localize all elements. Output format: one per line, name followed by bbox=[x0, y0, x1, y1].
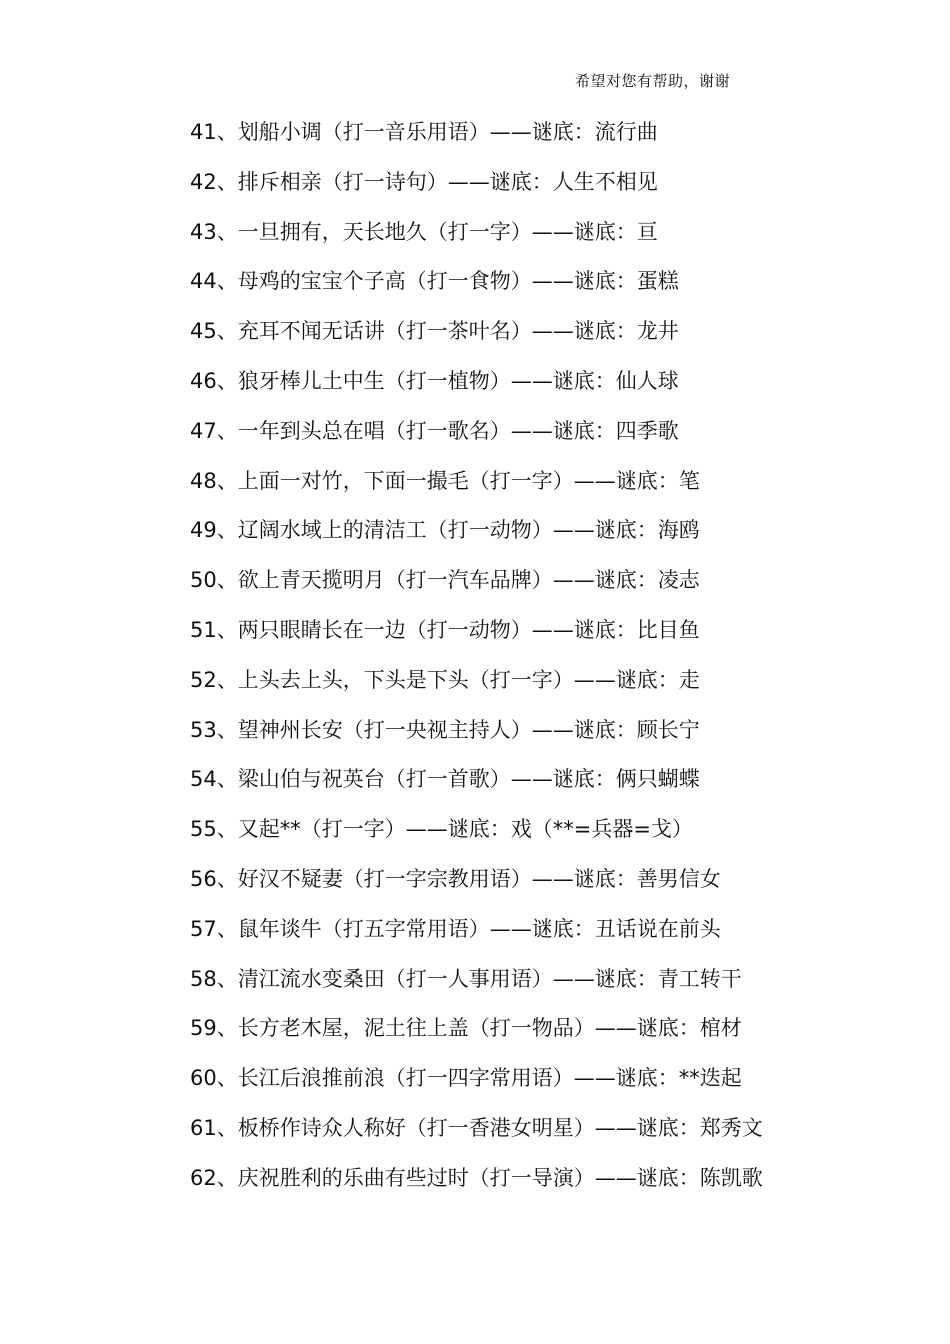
riddle-item: 55、又起**（打一字）——谜底：戏（**=兵器=戈） bbox=[190, 817, 693, 842]
riddle-item: 62、庆祝胜利的乐曲有些过时（打一导演）——谜底：陈凯歌 bbox=[190, 1165, 763, 1190]
riddle-item: 53、望神州长安（打一央视主持人）——谜底：顾长宁 bbox=[190, 717, 700, 742]
riddle-item: 60、长江后浪推前浪（打一四字常用语）——谜底：**迭起 bbox=[190, 1066, 742, 1091]
riddle-item: 56、好汉不疑妻（打一字宗教用语）——谜底：善男信女 bbox=[190, 866, 721, 891]
riddle-item: 47、一年到头总在唱（打一歌名）——谜底：四季歌 bbox=[190, 418, 679, 443]
riddle-item: 44、母鸡的宝宝个子高（打一食物）——谜底：蛋糕 bbox=[190, 269, 679, 294]
riddle-item: 46、狼牙棒儿土中生（打一植物）——谜底：仙人球 bbox=[190, 368, 679, 393]
riddle-item: 52、上头去上头，下头是下头（打一字）——谜底：走 bbox=[190, 667, 700, 692]
riddle-item: 51、两只眼睛长在一边（打一动物）——谜底：比目鱼 bbox=[190, 617, 700, 642]
riddle-item: 57、鼠年谈牛（打五字常用语）——谜底：丑话说在前头 bbox=[190, 916, 721, 941]
riddle-item: 58、清江流水变桑田（打一人事用语）——谜底：青工转干 bbox=[190, 966, 742, 991]
header-note: 希望对您有帮助，谢谢 bbox=[574, 72, 730, 90]
riddle-item: 54、梁山伯与祝英台（打一首歌）——谜底：俩只蝴蝶 bbox=[190, 767, 700, 792]
riddle-item: 48、上面一对竹，下面一撮毛（打一字）——谜底：笔 bbox=[190, 468, 700, 493]
riddle-item: 45、充耳不闻无话讲（打一茶叶名）——谜底：龙井 bbox=[190, 319, 679, 344]
riddle-item: 42、排斥相亲（打一诗句）——谜底：人生不相见 bbox=[190, 169, 658, 194]
riddle-list bbox=[190, 114, 763, 1210]
riddle-item: 59、长方老木屋，泥土往上盖（打一物品）——谜底：棺材 bbox=[190, 1016, 742, 1041]
riddle-item: 61、板桥作诗众人称好（打一香港女明星）——谜底：郑秀文 bbox=[190, 1115, 763, 1140]
riddle-item: 49、辽阔水域上的清洁工（打一动物）——谜底：海鸥 bbox=[190, 518, 700, 543]
riddle-item: 41、划船小调（打一音乐用语）——谜底：流行曲 bbox=[190, 120, 658, 144]
riddle-item: 50、欲上青天揽明月（打一汽车品牌）——谜底：凌志 bbox=[190, 568, 700, 593]
riddle-item: 43、一旦拥有，天长地久（打一字）——谜底：亘 bbox=[190, 219, 658, 244]
